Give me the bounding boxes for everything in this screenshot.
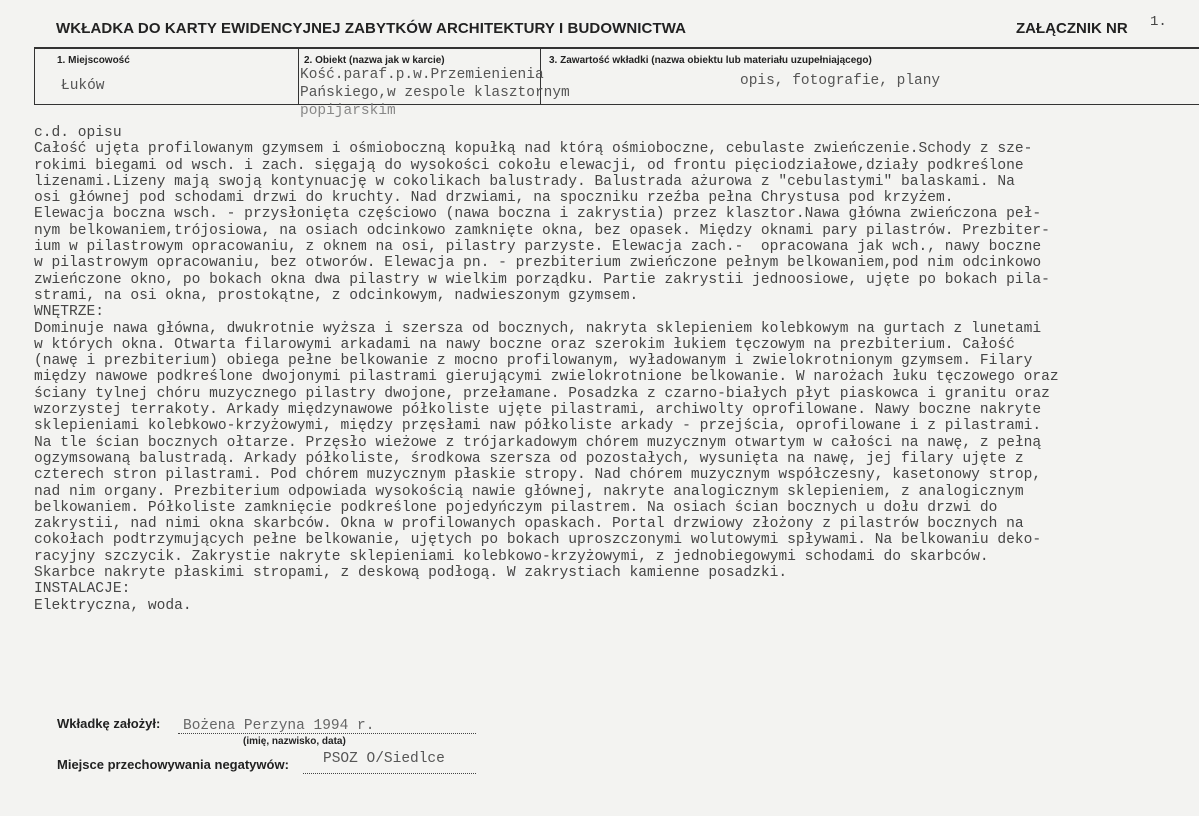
text-line: nym belkowaniem,trójosiowa, na osiach odcinkowo zamknięte okna, bez opasek. Między oknami pary pilastrów. Prezbiter- (34, 222, 1050, 239)
text-line: c.d. opisu (34, 125, 122, 141)
annex-number: 1. (1150, 14, 1167, 30)
card-title: WKŁADKA DO KARTY EWIDENCYJNEJ ZABYTKÓW ARCHITEKTURY I BUDOWNICTWA (56, 20, 687, 37)
text-line: belkowaniem. Półkoliste zamknięcie podkreślone pojedyńczym pilastrem. Na osiach ścian bocznych u dołu drzwi do (34, 499, 998, 516)
text-line: Na tle ścian bocznych ołtarze. Przęsło wieżowe z trójarkadowym chórem muzycznym otwartym w całości na nawę, z pełną (34, 434, 1042, 451)
object-line-2: Pańskiego,w zespole klasztornym (300, 85, 570, 101)
text-line: ogzymsowaną balustradą. Arkady półkoliste, środkowa szersza od pozostałych, wysunięta na nawę, jej filary ujęte z (34, 450, 1024, 467)
text-line: czterech stron pilastrami. Pod chórem muzycznym płaskie stropy. Nad chórem muzycznym współczesny, kasetonowy strop, (34, 467, 1042, 484)
object-line-1: Kość.paraf.p.w.Przemienienia (300, 67, 544, 83)
text-line: w pilastrowym opracowaniu, bez otworów. Elewacja pn. - prezbiterium zwieńczone pełnym belkowaniem,pod nim odcinkowo (34, 255, 1042, 272)
text-line: zakrystii, nad nimi okna skarbców. Okna w profilowanych opaskach. Portal drzwiowy złożony z pilastrów bocznych na (34, 516, 1024, 533)
negatives-label: Miejsce przechowywania negatywów: (57, 757, 289, 772)
locality-value: Łuków (61, 78, 105, 94)
header-bottom-rule (34, 104, 1199, 105)
text-line: między nawowe podkreślone dwojonymi pilastrami gierującymi zwielokrotnione belkowanie. W narożach łuku tęczowego oraz (34, 369, 1059, 386)
annex-label: ZAŁĄCZNIK NR (1016, 20, 1128, 37)
author-dotted-line (178, 733, 476, 734)
text-line: rokimi biegami od wsch. i zach. sięgają do wysokości cokołu elewacji, od frontu pięciodziałowe,działy podkreślone (34, 157, 1024, 174)
text-line: Skarbce nakryte płaskimi stropami, z deskową podłogą. W zakrystiach kamienne posadzki. (34, 565, 788, 582)
author-label: Wkładkę założył: (57, 716, 161, 731)
text-line: w których okna. Otwarta filarowymi arkadami na nawy boczne oraz szerokim łukiem tęczowym na prezbiterium. Całość (34, 336, 1015, 353)
text-line: osi głównej pod schodami drzwi do kruchty. Nad drzwiami, na spoczniku rzeźba pełna Chrystusa pod krzyżem. (34, 190, 954, 207)
text-line: zwieńczone okno, po bokach okna dwa pilastry w wielkim porządku. Partie zakrystii jednoosiowe, ujęte po bokach pila- (34, 271, 1050, 288)
negatives-dotted-line (303, 773, 476, 774)
left-border (34, 47, 35, 105)
author-value: Bożena Perzyna 1994 r. (183, 718, 375, 734)
text-line: ściany tylnej chóru muzycznego pilastry dwojone, przełamane. Posadzka z czarno-białych płyt piaskowca i granitu oraz (34, 385, 1050, 402)
text-line: strami, na osi okna, prostokątne, z odcinkowym, nadwieszonym gzymsem. (34, 287, 639, 304)
text-line: lizenami.Lizeny mają swoją kontynuację w cokolikach balustrady. Balustrada ażurowa z "cebulastymi" balaskami. Na (34, 173, 1015, 190)
text-line: Dominuje nawa główna, dwukrotnie wyższa i szersza od bocznych, nakryta sklepieniem kolebkowym na gurtach z lunetami (34, 320, 1042, 337)
text-line: INSTALACJE: (34, 581, 131, 598)
contents-value: opis, fotografie, plany (740, 73, 941, 89)
locality-label: 1. Miejscowość (57, 55, 130, 66)
header-top-rule (34, 47, 1199, 49)
contents-label: 3. Zawartość wkładki (nazwa obiektu lub materiału uzupełniającego) (549, 55, 872, 66)
text-line: ium w pilastrowym opracowaniu, z oknem na osi, pilastry parzyste. Elewacja zach.- opracowana jak wch., nawy boczne (34, 239, 1042, 256)
text-line: Całość ujęta profilowanym gzymsem i ośmioboczną kopułką nad którą ośmioboczne, cebulaste zwieńczenie.Schody z sze- (34, 141, 1033, 158)
text-line: (nawę i prezbiterium) obiega pełne belkowanie z mocno profilowanym, wyładowanym i zwielokrotnionym gzymsem. Filary (34, 353, 1033, 370)
text-line: cokołach podtrzymujących pełne belkowanie, ujętych po bokach uproszczonymi wolutowymi spływami. Na belkowaniu deko- (34, 532, 1042, 549)
text-line: wzorzystej terrakoty. Arkady międzynawowe półkoliste ujęte pilastrami, archiwolty oprofilowane. Nawy boczne nakryte (34, 402, 1042, 419)
text-line: Elewacja boczna wsch. - przysłonięta częściowo (nawa boczna i zakrystia) przez klasztor.Nawa główna zwieńczona peł- (34, 206, 1042, 223)
text-line: nad nim organy. Prezbiterium odpowiada wysokością nawie głównej, nakryte analogicznym sklepieniem, z analogicznym (34, 483, 1024, 500)
section-heading-installations: Elektryczna, woda. (34, 597, 192, 614)
object-line-3: popijarskim (300, 103, 396, 119)
negatives-value: PSOZ O/Siedlce (323, 751, 445, 767)
text-line: sklepieniami kolebkowo-krzyżowymi, między przęsłami naw półkoliste arkady - przejścia, oprofilowane i z pilastrami. (34, 418, 1042, 435)
description-text (34, 125, 1184, 614)
divider-locality-object (298, 47, 299, 105)
author-caption: (imię, nazwisko, data) (243, 736, 346, 747)
section-heading-interior: WNĘTRZE: (34, 304, 105, 321)
object-label: 2. Obiekt (nazwa jak w karcie) (304, 55, 445, 66)
text-line: racyjny szczycik. Zakrystie nakryte sklepieniami kolebkowo-krzyżowymi, z jednobiegowymi schodami do skarbców. (34, 548, 989, 565)
